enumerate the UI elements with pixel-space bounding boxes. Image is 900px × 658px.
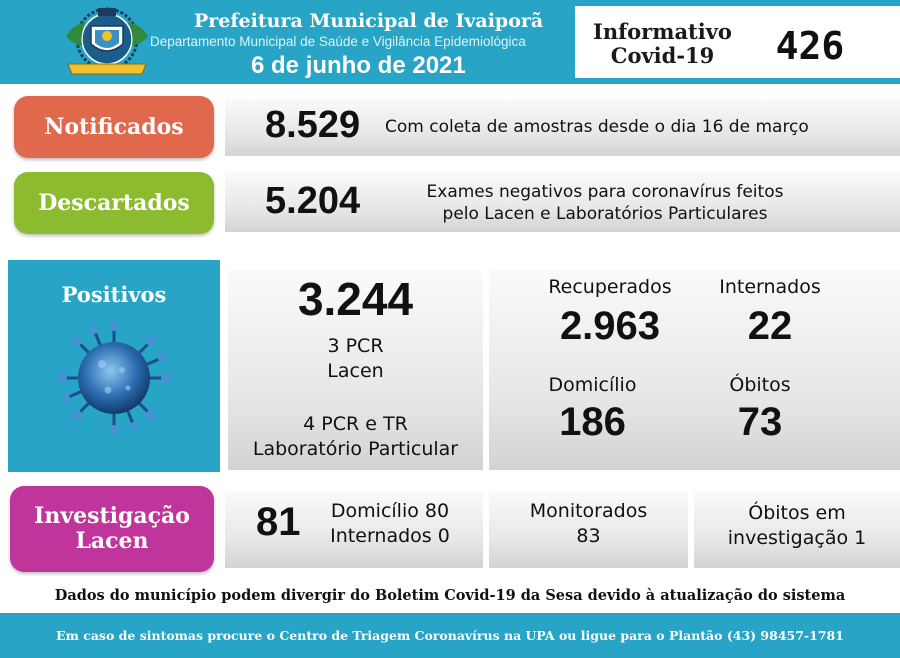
header-subtitle: Departamento Municipal de Saúde e Vigilância Epidemiológica [150,34,526,49]
info-title-line1: Informativo [593,19,732,44]
bulletin-date: 6 de junho de 2021 [251,52,466,79]
header-title: Prefeitura Municipal de Ivaiporã [194,10,544,32]
positivos-lacen [228,334,483,384]
obitos-investigacao [694,501,900,551]
descartados-description [395,181,815,225]
bulletin-number: 426 [775,24,845,68]
descartados-description-line1: Exames negativos para coronavírus feitos [426,182,784,202]
coronavirus-icon [56,320,172,436]
investigacao-breakdown [320,499,460,549]
positivos-particular-line2: Laboratório Particular [252,438,459,460]
internados-label: Internados [719,276,821,298]
recuperados-label: Recuperados [548,276,672,298]
descartados-label: Descartados [14,172,214,234]
notificados-description: Com coleta de amostras desde o dia 16 de março [385,117,809,137]
positivos-pcr-line1: 3 PCR [327,335,384,357]
disclaimer-note: Dados do município podem divergir do Boletim Covid-19 da Sesa devido à atualização do sistema [54,587,846,604]
obitos-value: 73 [737,400,783,444]
investigacao-domicilio: Domicílio 80 [330,500,450,522]
municipal-coat-of-arms-icon [58,6,156,78]
contact-bar [0,613,900,658]
obitos-investigacao-line1: Óbitos em [748,502,846,524]
positivos-particular [228,412,483,462]
investigacao-internados: Internados 0 [330,525,450,547]
investigacao-label-line1: Investigação [34,503,190,529]
notificados-label: Notificados [14,96,214,158]
notificados-value: 8.529 [265,104,361,146]
obitos-investigacao-line2: investigação 1 [727,527,867,549]
info-title-line2: Covid-19 [610,43,715,68]
investigacao-value: 81 [256,500,301,544]
positivos-pcr-line2: Lacen [327,360,384,382]
monitorados [489,499,688,549]
monitorados-label: Monitorados [529,500,648,522]
contact-text: Em caso de sintomas procure o Centro de Triagem Coronavírus na UPA ou ligue para o Plantão (43) 98457-1781 [56,628,844,643]
positivos-label: Positivos [61,282,167,307]
info-title [585,20,740,68]
internados-value: 22 [747,304,793,348]
obitos-label: Óbitos [729,374,791,396]
domicilio-label: Domicílio [548,374,637,396]
investigacao-label [10,486,214,572]
positivos-value: 3.244 [297,273,414,325]
monitorados-value: 83 [576,525,601,547]
descartados-description-line2: pelo Lacen e Laboratórios Particulares [442,204,768,224]
recuperados-value: 2.963 [559,304,661,348]
descartados-value: 5.204 [265,180,361,222]
domicilio-value: 186 [559,400,626,444]
investigacao-label-line2: Lacen [75,528,149,554]
positivos-particular-line1: 4 PCR e TR [303,413,408,435]
